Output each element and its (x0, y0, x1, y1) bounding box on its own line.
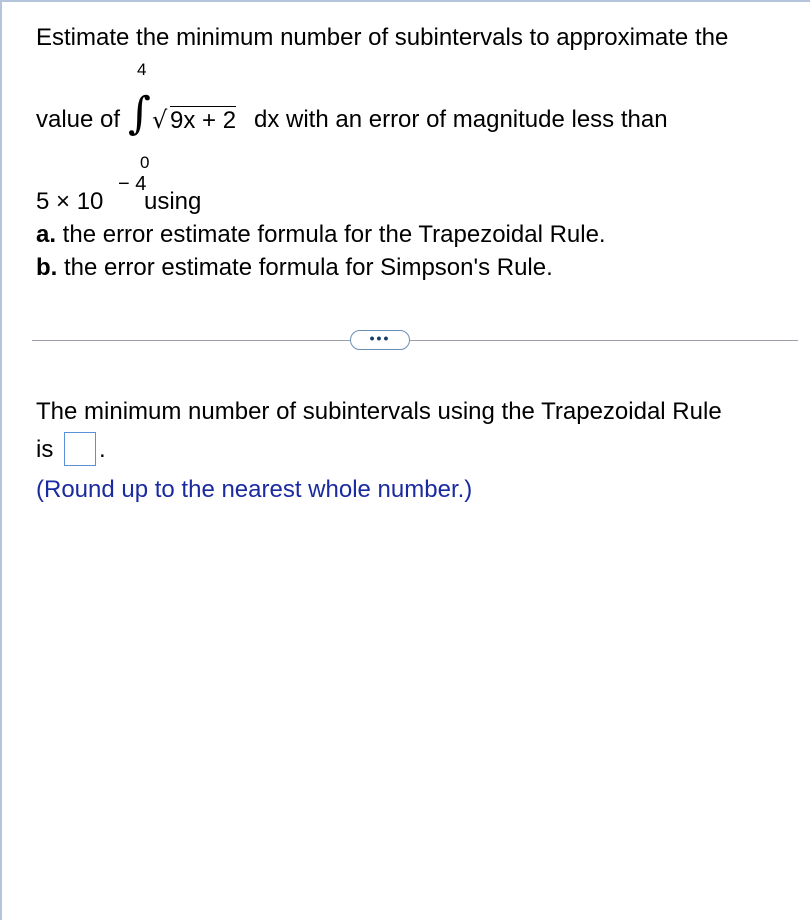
error-coefficient: 5 × 10 (36, 188, 104, 215)
square-root-icon: √ (152, 106, 168, 134)
part-b-text: the error estimate formula for Simpson's Rule. (57, 254, 553, 281)
answer-input[interactable] (64, 432, 96, 466)
more-options-button[interactable]: ••• (350, 330, 410, 350)
using-label: using (144, 188, 202, 215)
part-a-label: a. (36, 221, 57, 248)
rounding-note: (Round up to the nearest whole number.) (36, 476, 473, 503)
radicand: 9x + 2 (170, 107, 237, 134)
answer-is-label: is (36, 436, 54, 463)
integral-upper-limit: 4 (137, 60, 147, 79)
part-b-label: b. (36, 254, 58, 281)
integral-sign: ∫ (128, 88, 151, 139)
value-of-label: value of (36, 106, 121, 133)
part-b (36, 254, 553, 282)
part-a (36, 221, 606, 249)
answer-prompt: The minimum number of subintervals using the Trapezoidal Rule (36, 398, 722, 425)
question-line-1: Estimate the minimum number of subintervals to approximate the (36, 24, 729, 51)
answer-period: . (99, 436, 106, 463)
question-error-text: dx with an error of magnitude less than (254, 106, 668, 133)
part-a-text: the error estimate formula for the Trapezoidal Rule. (56, 221, 606, 248)
integral-lower-limit: 0 (140, 153, 150, 172)
error-exponent: − 4 (118, 173, 147, 195)
section-divider (32, 340, 798, 341)
